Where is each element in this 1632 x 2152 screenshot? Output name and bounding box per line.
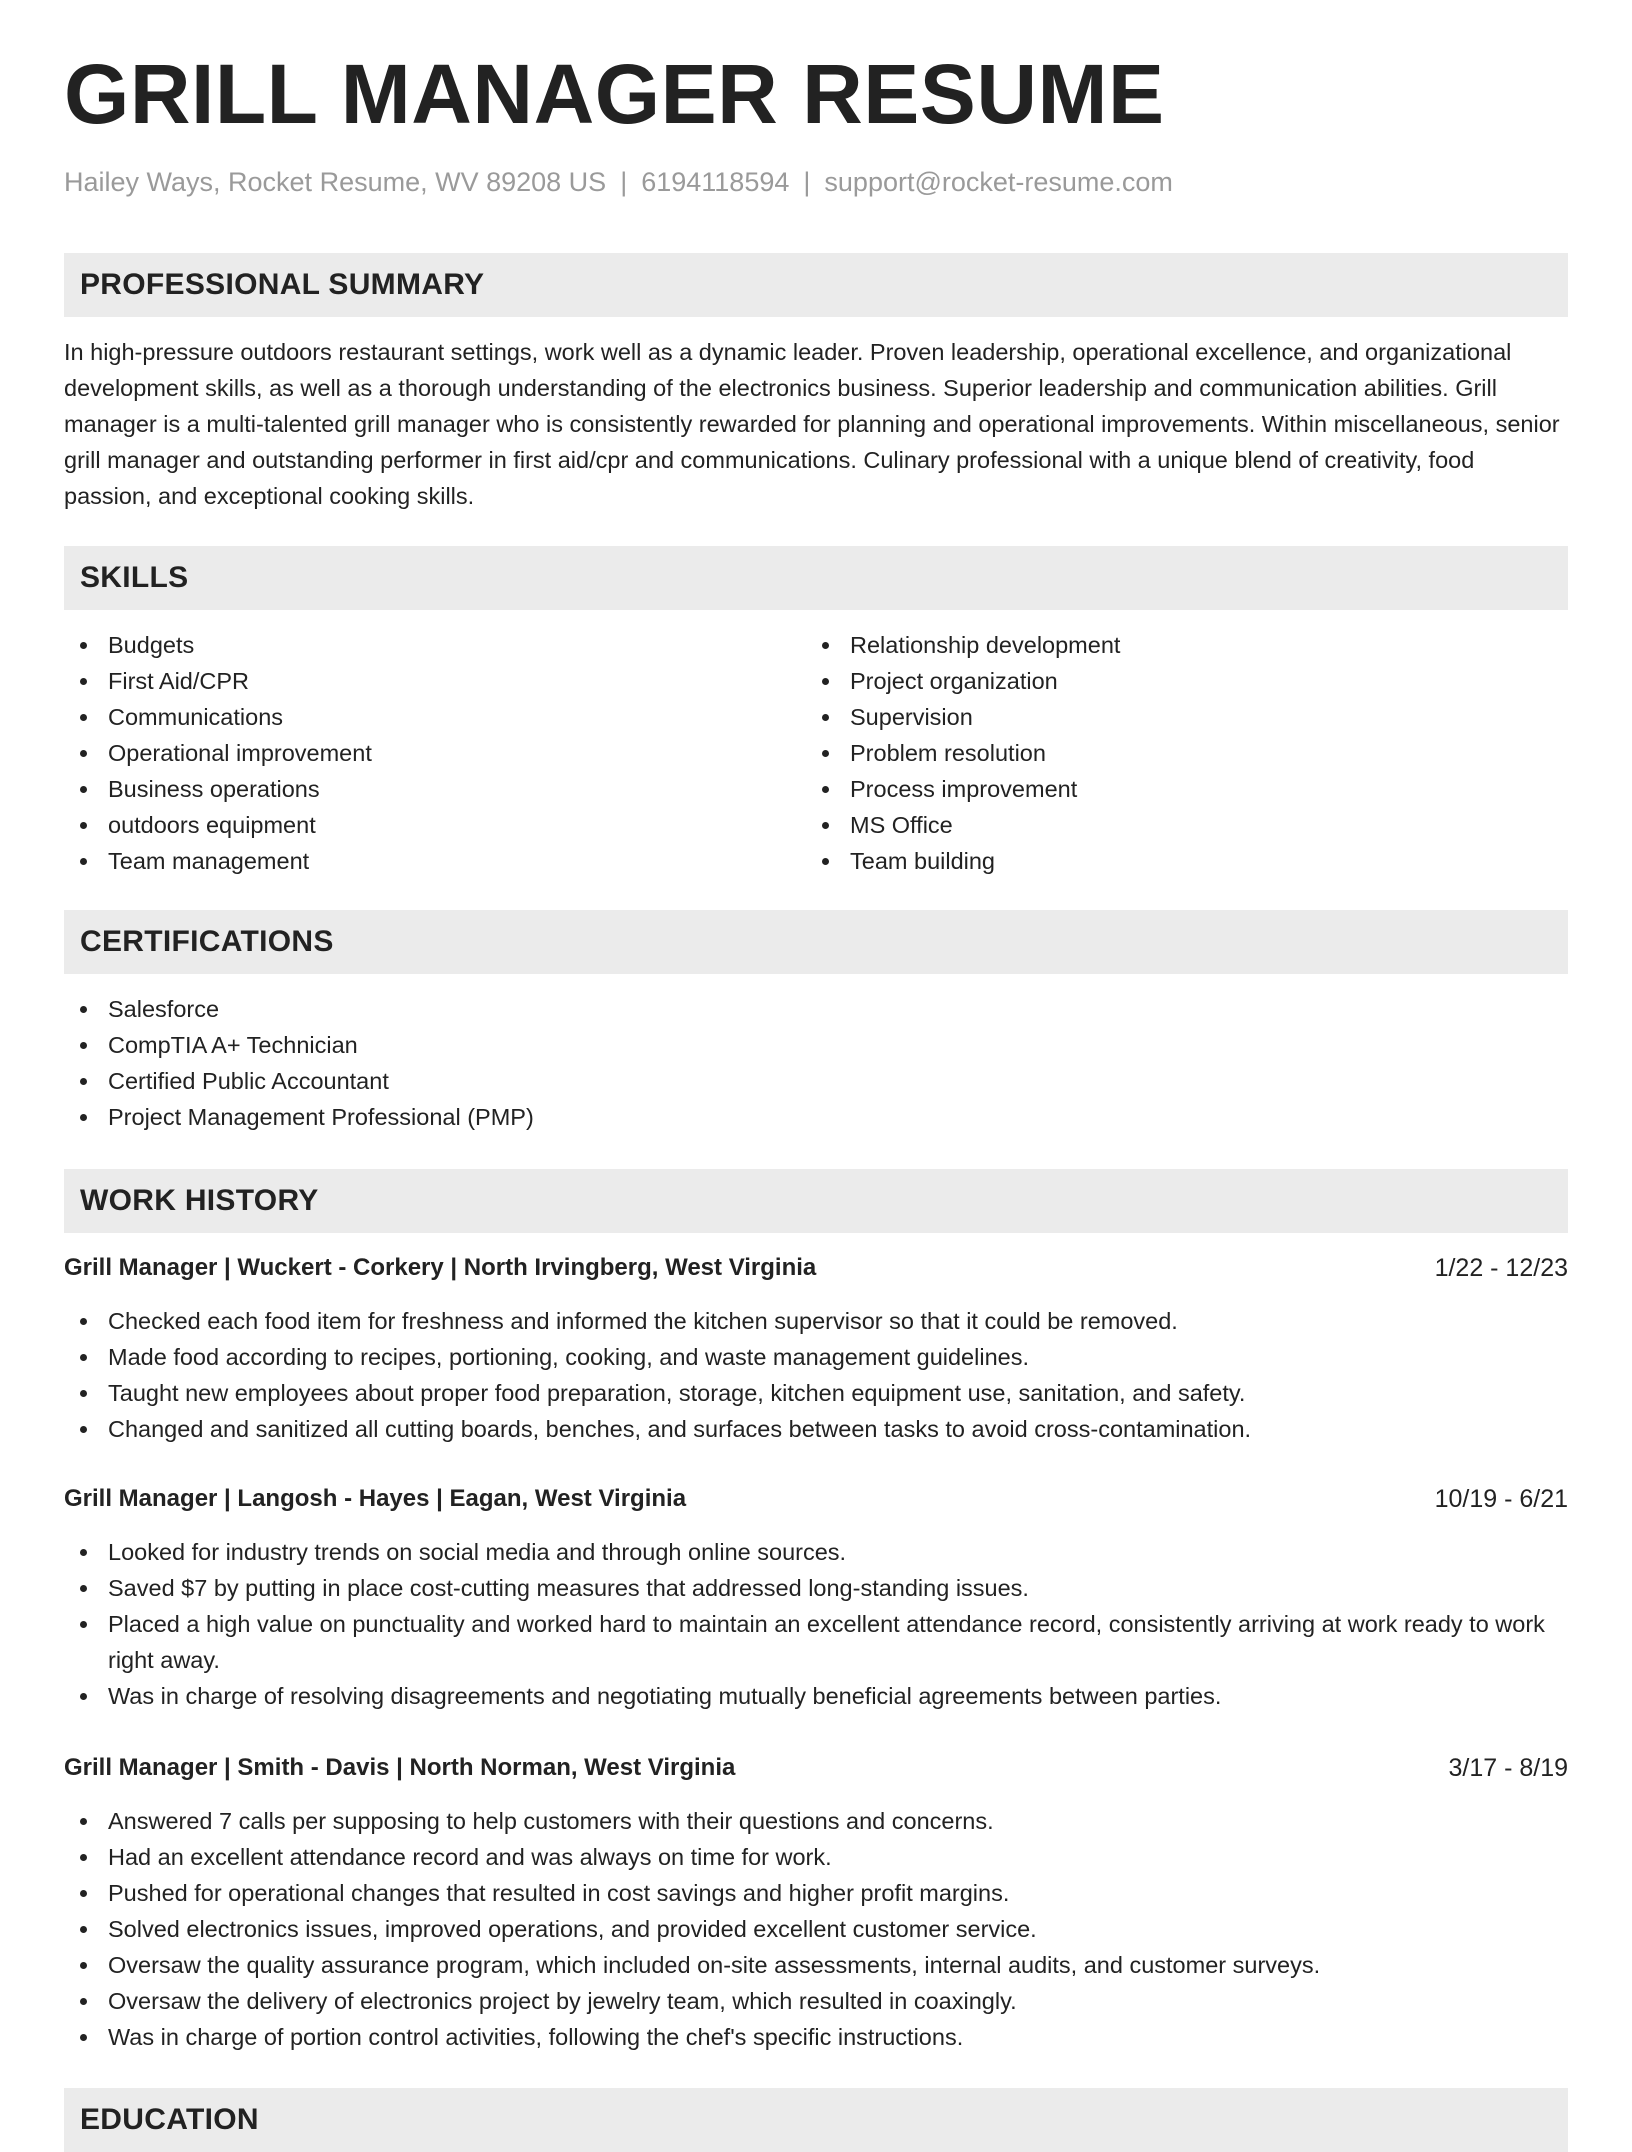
skill-item: Problem resolution	[806, 735, 1120, 771]
skill-item: Project organization	[806, 663, 1120, 699]
skill-item: Operational improvement	[64, 735, 372, 771]
skill-item: Budgets	[64, 627, 372, 663]
skill-item: Team building	[806, 843, 1120, 879]
job-bullets	[64, 1534, 1568, 1714]
section-heading-skills: SKILLS	[64, 546, 1568, 610]
contact-phone: 6194118594	[641, 167, 790, 197]
job-bullet: Checked each food item for freshness and informed the kitchen supervisor so that it could be removed.	[64, 1303, 1568, 1339]
job-bullet: Taught new employees about proper food preparation, storage, kitchen equipment use, sanitation, and safety.	[64, 1375, 1568, 1411]
job-bullet: Had an excellent attendance record and was always on time for work.	[64, 1839, 1568, 1875]
skill-item: MS Office	[806, 807, 1120, 843]
certification-item: Project Management Professional (PMP)	[64, 1099, 534, 1135]
skill-item: Supervision	[806, 699, 1120, 735]
contact-separator: |	[620, 167, 628, 197]
skill-item: Communications	[64, 699, 372, 735]
job-bullet: Answered 7 calls per supposing to help customers with their questions and concerns.	[64, 1803, 1568, 1839]
contact-line	[64, 167, 1173, 198]
job-title: Grill Manager | Langosh - Hayes | Eagan, West Virginia	[64, 1485, 687, 1512]
job-header	[64, 1750, 1568, 1786]
section-heading-certifications: CERTIFICATIONS	[64, 910, 1568, 974]
job-bullet: Was in charge of portion control activities, following the chef's specific instructions.	[64, 2019, 1568, 2055]
job-dates: 10/19 - 6/21	[1434, 1485, 1568, 1513]
skill-item: First Aid/CPR	[64, 663, 372, 699]
job-bullet: Looked for industry trends on social media and through online sources.	[64, 1534, 1568, 1570]
job-bullet: Made food according to recipes, portioning, cooking, and waste management guidelines.	[64, 1339, 1568, 1375]
skill-item: Business operations	[64, 771, 372, 807]
skills-list-right	[806, 627, 1120, 879]
section-heading-summary: PROFESSIONAL SUMMARY	[64, 253, 1568, 317]
skill-item: outdoors equipment	[64, 807, 372, 843]
skill-item: Team management	[64, 843, 372, 879]
certification-item: CompTIA A+ Technician	[64, 1027, 534, 1063]
job-bullet: Saved $7 by putting in place cost-cutting measures that addressed long-standing issues.	[64, 1570, 1568, 1606]
contact-email: support@rocket-resume.com	[824, 167, 1173, 197]
job-header	[64, 1481, 1568, 1517]
job-title: Grill Manager | Wuckert - Corkery | North Irvingberg, West Virginia	[64, 1254, 817, 1281]
job-bullets	[64, 1803, 1568, 2055]
section-heading-work-history: WORK HISTORY	[64, 1169, 1568, 1233]
job-dates: 3/17 - 8/19	[1448, 1754, 1568, 1782]
job-bullet: Oversaw the delivery of electronics project by jewelry team, which resulted in coaxingly.	[64, 1983, 1568, 2019]
resume-title: GRILL MANAGER RESUME	[64, 47, 1165, 141]
skill-item: Process improvement	[806, 771, 1120, 807]
job-dates: 1/22 - 12/23	[1434, 1254, 1568, 1282]
job-title: Grill Manager | Smith - Davis | North Norman, West Virginia	[64, 1754, 736, 1781]
certification-item: Salesforce	[64, 991, 534, 1027]
skills-list-left	[64, 627, 372, 879]
job-bullets	[64, 1303, 1568, 1447]
certifications-list	[64, 991, 534, 1135]
summary-text: In high-pressure outdoors restaurant settings, work well as a dynamic leader. Proven leadership, operational excellence, and organizational development skills, as well as a thorough understanding of the electronics business. Superior leadership and communication abilities. Grill manager is a multi-talented grill manager who is consistently rewarded for planning and operational improvements. Within miscellaneous, senior grill manager and outstanding performer in first aid/cpr and communications. Culinary professional with a unique blend of creativity, food passion, and exceptional cooking skills.	[64, 339, 1560, 509]
job-bullet: Oversaw the quality assurance program, which included on-site assessments, internal audits, and customer surveys.	[64, 1947, 1568, 1983]
section-heading-education: EDUCATION	[64, 2088, 1568, 2152]
job-bullet: Changed and sanitized all cutting boards, benches, and surfaces between tasks to avoid cross-contamination.	[64, 1411, 1568, 1447]
job-header	[64, 1250, 1568, 1286]
contact-separator: |	[803, 167, 811, 197]
job-bullet: Solved electronics issues, improved operations, and provided excellent customer service.	[64, 1911, 1568, 1947]
job-bullet: Placed a high value on punctuality and worked hard to maintain an excellent attendance record, consistently arriving at work ready to work right away.	[64, 1606, 1568, 1678]
certification-item: Certified Public Accountant	[64, 1063, 534, 1099]
job-bullet: Was in charge of resolving disagreements and negotiating mutually beneficial agreements between parties.	[64, 1678, 1568, 1714]
skill-item: Relationship development	[806, 627, 1120, 663]
job-bullet: Pushed for operational changes that resulted in cost savings and higher profit margins.	[64, 1875, 1568, 1911]
contact-address: Hailey Ways, Rocket Resume, WV 89208 US	[64, 167, 607, 197]
